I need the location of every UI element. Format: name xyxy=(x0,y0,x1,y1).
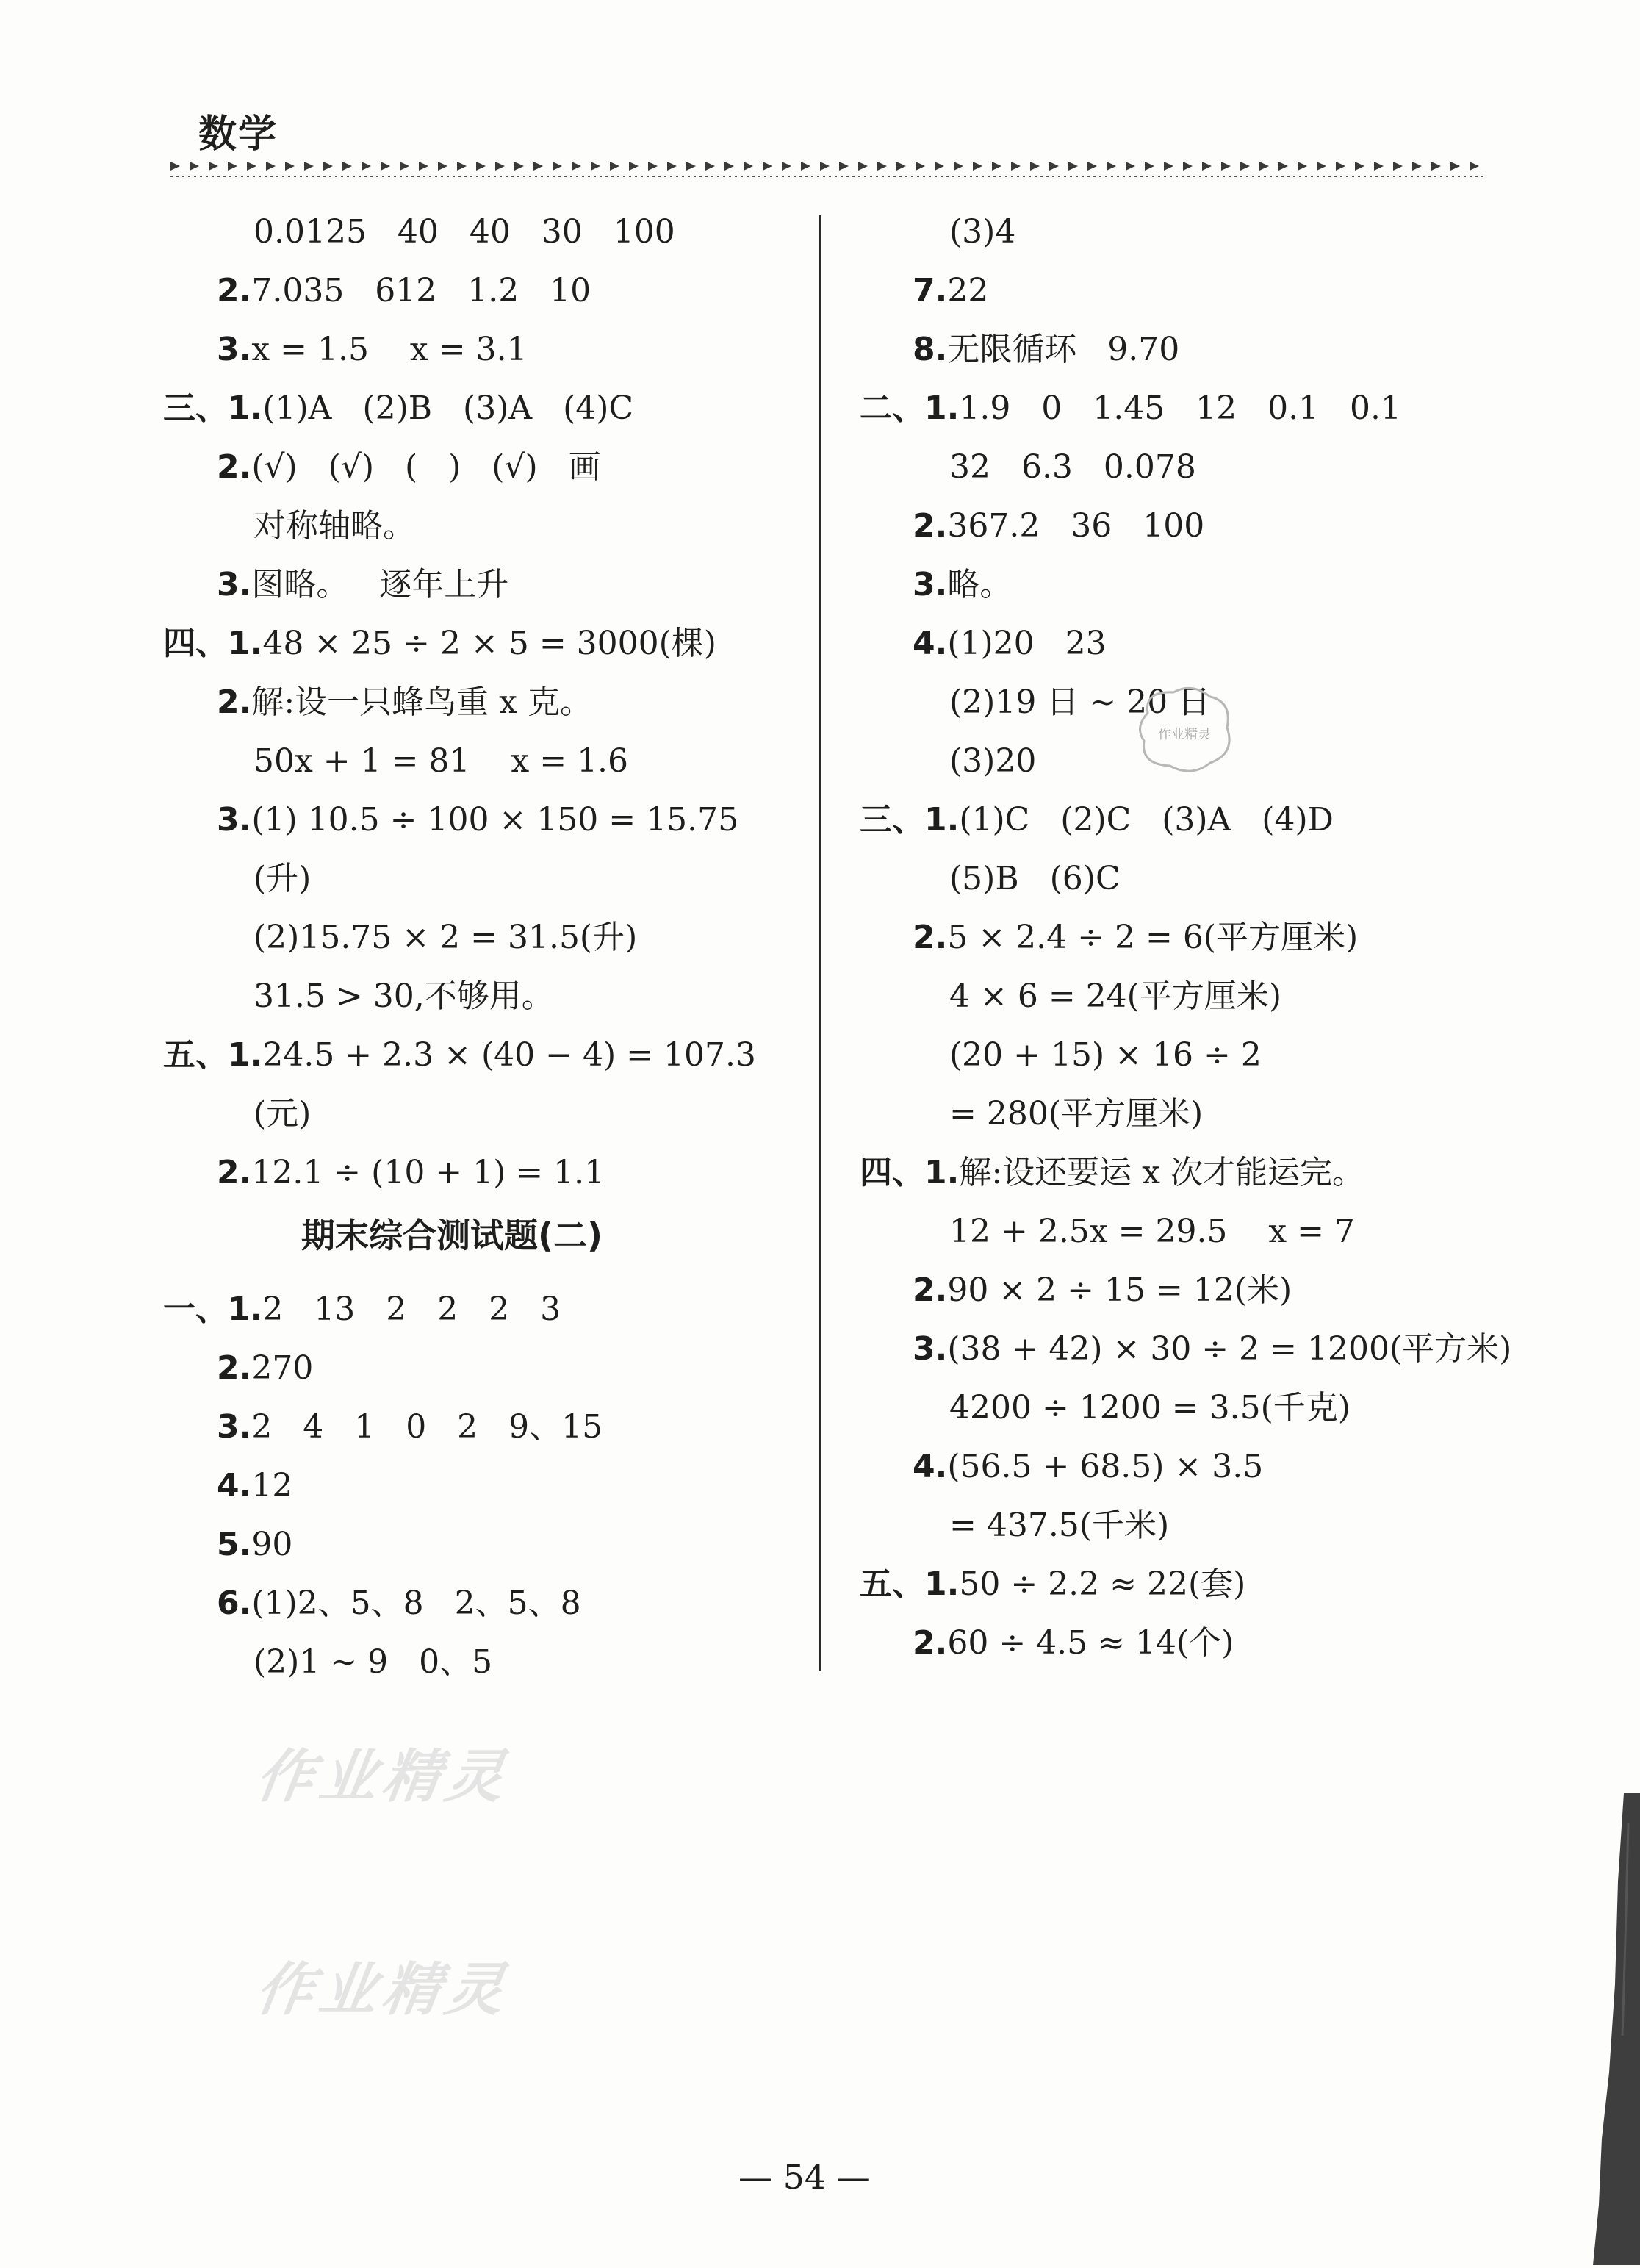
arrow-mark xyxy=(1412,162,1422,171)
answer-text: 60 ÷ 4.5 ≈ 14(个) xyxy=(947,1624,1234,1662)
question-number: 3. xyxy=(217,801,252,839)
page-header xyxy=(0,0,1640,191)
arrow-divider-graphic xyxy=(170,151,1486,181)
question-number: 二、1. xyxy=(860,390,960,427)
arrow-mark xyxy=(1202,162,1212,171)
answer-text: (56.5 + 68.5) × 3.5 xyxy=(947,1448,1264,1485)
question-number: 2. xyxy=(913,1624,948,1662)
arrow-mark xyxy=(247,162,256,171)
arrow-mark xyxy=(1087,162,1097,171)
answer-line xyxy=(913,917,1358,958)
question-number: 3. xyxy=(913,566,948,603)
arrow-mark xyxy=(667,162,677,171)
answer-line xyxy=(949,1094,1203,1135)
answer-text: 24.5 + 2.3 × (40 − 4) = 107.3 xyxy=(262,1036,756,1074)
stamp-text: 作业精灵 xyxy=(1158,727,1211,742)
arrow-mark xyxy=(877,162,887,171)
answer-text: (升) xyxy=(253,860,312,897)
answer-line xyxy=(253,858,311,900)
arrow-mark xyxy=(744,162,753,171)
arrow-mark xyxy=(1298,162,1307,171)
answer-text: 解:设还要运 x 次才能运完。 xyxy=(959,1154,1364,1191)
arrow-mark xyxy=(1107,162,1116,171)
question-number: 四、1. xyxy=(163,625,263,662)
answer-text: 4 × 6 = 24(平方厘米) xyxy=(949,977,1281,1015)
answer-text: 90 xyxy=(251,1526,293,1563)
arrow-mark xyxy=(763,162,772,171)
arrow-divider xyxy=(170,151,1486,181)
answer-line xyxy=(860,1152,1364,1194)
question-number: 4. xyxy=(913,1448,948,1485)
answer-line xyxy=(217,1407,603,1448)
answer-line xyxy=(163,1289,561,1330)
answer-text: (2)1 ~ 9 0、5 xyxy=(253,1643,493,1681)
arrow-mark xyxy=(514,162,524,171)
answer-line xyxy=(163,623,716,664)
answer-text: = 280(平方厘米) xyxy=(949,1095,1204,1133)
answer-line xyxy=(217,1524,292,1565)
answer-line xyxy=(949,858,1121,900)
answer-line xyxy=(253,212,675,253)
answer-text: 50x + 1 = 81 x = 1.6 xyxy=(253,742,629,780)
answer-text: 12.1 ÷ (10 + 1) = 1.1 xyxy=(251,1154,605,1191)
question-number: 3. xyxy=(217,331,252,368)
subject-title: 数学 xyxy=(198,112,278,157)
arrow-mark xyxy=(973,162,982,171)
watermark-stamp xyxy=(1133,683,1236,779)
answer-line xyxy=(860,800,1334,841)
answer-line xyxy=(913,1446,1263,1488)
answer-line xyxy=(913,506,1204,547)
page-number: — 54 — xyxy=(738,2157,871,2197)
answer-text: 31.5 > 30,不够用。 xyxy=(253,977,554,1015)
answer-line xyxy=(217,564,508,606)
arrow-mark xyxy=(839,162,849,171)
answer-line xyxy=(949,1211,1355,1252)
arrow-mark xyxy=(1183,162,1193,171)
arrow-mark xyxy=(323,162,333,171)
question-number: 2. xyxy=(913,1271,948,1309)
arrow-mark xyxy=(209,162,218,171)
question-number: 7. xyxy=(913,272,948,309)
question-number: 3. xyxy=(913,1330,948,1368)
answer-line xyxy=(253,976,554,1017)
answer-line xyxy=(217,1152,605,1194)
column-divider xyxy=(819,215,821,1671)
answer-line xyxy=(913,329,1179,370)
answer-text: 4200 ÷ 1200 = 3.5(千克) xyxy=(949,1389,1351,1427)
arrow-mark xyxy=(1393,162,1403,171)
arrow-mark xyxy=(400,162,409,171)
answer-text: 2 13 2 2 2 3 xyxy=(262,1291,561,1328)
arrow-mark xyxy=(342,162,352,171)
answer-text: (元) xyxy=(253,1095,312,1133)
answer-line xyxy=(253,1094,311,1135)
arrow-mark xyxy=(1450,162,1460,171)
arrow-mark xyxy=(629,162,639,171)
arrow-mark xyxy=(916,162,925,171)
arrow-mark xyxy=(1221,162,1231,171)
arrow-mark xyxy=(533,162,543,171)
arrow-mark xyxy=(476,162,486,171)
arrow-mark xyxy=(1317,162,1326,171)
arrow-mark xyxy=(1431,162,1441,171)
arrow-mark xyxy=(1470,162,1479,171)
arrow-mark xyxy=(362,162,371,171)
answer-text: 270 xyxy=(251,1349,314,1387)
arrow-mark xyxy=(457,162,467,171)
answer-text: (1)2、5、8 2、5、8 xyxy=(251,1585,581,1622)
question-number: 2. xyxy=(217,448,252,486)
question-number: 五、1. xyxy=(860,1565,960,1603)
question-number: 5. xyxy=(217,1526,252,1563)
answer-line xyxy=(253,1642,492,1683)
answer-line xyxy=(913,1623,1234,1664)
arrow-mark xyxy=(801,162,810,171)
arrow-mark xyxy=(1374,162,1384,171)
answer-line xyxy=(217,270,591,312)
answer-text: 对称轴略。 xyxy=(253,507,415,545)
answer-text: 2 4 1 0 2 9、15 xyxy=(251,1408,603,1446)
question-number: 8. xyxy=(913,331,948,368)
arrow-mark xyxy=(1145,162,1154,171)
arrow-mark xyxy=(1030,162,1040,171)
question-number: 2. xyxy=(217,272,252,309)
arrow-mark xyxy=(1011,162,1021,171)
answer-line xyxy=(949,976,1281,1017)
watermark: 作业精灵 xyxy=(251,1744,514,1810)
answer-line xyxy=(913,1270,1292,1311)
answer-line xyxy=(253,917,637,958)
arrow-mark xyxy=(553,162,562,171)
answer-text: (5)B (6)C xyxy=(949,860,1121,897)
answer-line xyxy=(217,329,528,370)
arrow-mark xyxy=(304,162,314,171)
arrow-mark xyxy=(1259,162,1269,171)
answer-line xyxy=(949,1035,1262,1076)
question-number: 三、1. xyxy=(163,390,263,427)
answer-line xyxy=(949,741,1036,782)
stamp-icon xyxy=(1133,683,1236,779)
answer-line xyxy=(253,506,415,547)
answer-text: 0.0125 40 40 30 100 xyxy=(253,213,675,251)
arrow-mark xyxy=(1240,162,1250,171)
answer-text: 367.2 36 100 xyxy=(947,507,1205,545)
answer-text: 7.035 612 1.2 10 xyxy=(251,272,591,309)
answer-text: 50 ÷ 2.2 ≈ 22(套) xyxy=(959,1565,1246,1603)
answer-line xyxy=(913,564,1012,606)
arrow-mark xyxy=(1164,162,1173,171)
answer-text: = 437.5(千米) xyxy=(949,1507,1170,1544)
question-number: 2. xyxy=(217,683,252,721)
arrow-mark xyxy=(820,162,830,171)
arrow-mark xyxy=(419,162,428,171)
answer-line xyxy=(860,388,1401,429)
scan-edge-shadow xyxy=(1580,1793,1640,2265)
arrow-mark xyxy=(170,162,180,171)
question-number: 3. xyxy=(217,566,252,603)
answer-text: (1)C (2)C (3)A (4)D xyxy=(959,801,1334,839)
answer-line xyxy=(913,270,988,312)
arrow-mark xyxy=(1126,162,1135,171)
question-number: 2. xyxy=(913,507,948,545)
answer-text: 5 × 2.4 ÷ 2 = 6(平方厘米) xyxy=(947,919,1359,956)
answer-text: 22 xyxy=(947,272,989,309)
arrow-mark xyxy=(782,162,791,171)
question-number: 6. xyxy=(217,1585,252,1622)
answer-text: 48 × 25 ÷ 2 × 5 = 3000(棵) xyxy=(262,625,716,662)
answer-text: 略。 xyxy=(947,566,1013,603)
answer-text: (2)19 日 ~ 20 日 xyxy=(949,683,1211,721)
answer-text: (1) 10.5 ÷ 100 × 150 = 15.75 xyxy=(251,801,739,839)
answer-line xyxy=(217,800,738,841)
answer-line xyxy=(913,623,1107,664)
arrow-mark xyxy=(1336,162,1345,171)
arrow-mark xyxy=(381,162,390,171)
answer-line xyxy=(253,741,628,782)
question-number: 四、1. xyxy=(860,1154,960,1191)
question-number: 3. xyxy=(217,1408,252,1446)
answer-line xyxy=(163,388,633,429)
answer-line xyxy=(163,1035,756,1076)
answer-text: 12 + 2.5x = 29.5 x = 7 xyxy=(949,1213,1356,1250)
answer-text: (1)20 23 xyxy=(947,625,1107,662)
question-number: 三、1. xyxy=(860,801,960,839)
answer-text: (20 + 15) × 16 ÷ 2 xyxy=(949,1036,1262,1074)
answer-text: 12 xyxy=(251,1467,293,1504)
answer-text: (1)A (2)B (3)A (4)C xyxy=(262,390,634,427)
answer-text: 解:设一只蜂鸟重 x 克。 xyxy=(251,683,592,721)
answer-text: 1.9 0 1.45 12 0.1 0.1 xyxy=(959,390,1402,427)
arrow-mark xyxy=(954,162,963,171)
answer-line xyxy=(217,1583,581,1624)
arrow-mark xyxy=(858,162,868,171)
arrow-mark xyxy=(438,162,447,171)
arrow-mark xyxy=(992,162,1001,171)
arrow-mark xyxy=(1355,162,1364,171)
answer-text: (3)20 xyxy=(949,742,1037,780)
answer-line xyxy=(217,447,601,488)
answer-line xyxy=(217,682,592,723)
answer-line xyxy=(949,1388,1351,1429)
arrow-mark xyxy=(190,162,199,171)
answer-text: (3)4 xyxy=(949,213,1016,251)
question-number: 五、1. xyxy=(163,1036,263,1074)
watermark: 作业精灵 xyxy=(251,1957,514,2023)
answer-text: x = 1.5 x = 3.1 xyxy=(251,331,528,368)
answer-text: (2)15.75 × 2 = 31.5(升) xyxy=(253,919,638,956)
section-title: 期末综合测试题(二) xyxy=(301,1216,603,1255)
arrow-mark xyxy=(686,162,696,171)
arrow-mark xyxy=(610,162,619,171)
arrow-mark xyxy=(1278,162,1288,171)
question-number: 一、1. xyxy=(163,1291,263,1328)
answer-text: 无限循环 9.70 xyxy=(947,331,1180,368)
question-number: 4. xyxy=(217,1467,252,1504)
answer-text: 90 × 2 ÷ 15 = 12(米) xyxy=(947,1271,1292,1309)
arrow-mark xyxy=(495,162,505,171)
question-number: 2. xyxy=(217,1154,252,1191)
question-number: 2. xyxy=(217,1349,252,1387)
arrow-mark xyxy=(648,162,658,171)
question-number: 4. xyxy=(913,625,948,662)
answer-text: (√) (√) ( ) (√) 画 xyxy=(251,448,601,486)
arrow-mark xyxy=(266,162,276,171)
answer-line xyxy=(949,212,1015,253)
answer-line xyxy=(860,1564,1245,1605)
question-number: 2. xyxy=(913,919,948,956)
arrow-mark xyxy=(896,162,906,171)
answer-text: 图略。 逐年上升 xyxy=(251,566,509,603)
answer-line xyxy=(913,1329,1511,1370)
arrow-mark xyxy=(572,162,581,171)
arrow-mark xyxy=(285,162,295,171)
answer-text: 32 6.3 0.078 xyxy=(949,448,1196,486)
arrow-mark xyxy=(591,162,600,171)
arrow-mark xyxy=(1068,162,1078,171)
answer-line xyxy=(217,1465,292,1507)
arrow-mark xyxy=(705,162,715,171)
arrow-mark xyxy=(1049,162,1059,171)
answer-line xyxy=(949,447,1196,488)
answer-line xyxy=(949,1505,1169,1546)
answer-text: (38 + 42) × 30 ÷ 2 = 1200(平方米) xyxy=(947,1330,1512,1368)
arrow-mark xyxy=(228,162,237,171)
answer-line xyxy=(217,1348,313,1389)
arrow-mark xyxy=(935,162,944,171)
arrow-mark xyxy=(724,162,734,171)
